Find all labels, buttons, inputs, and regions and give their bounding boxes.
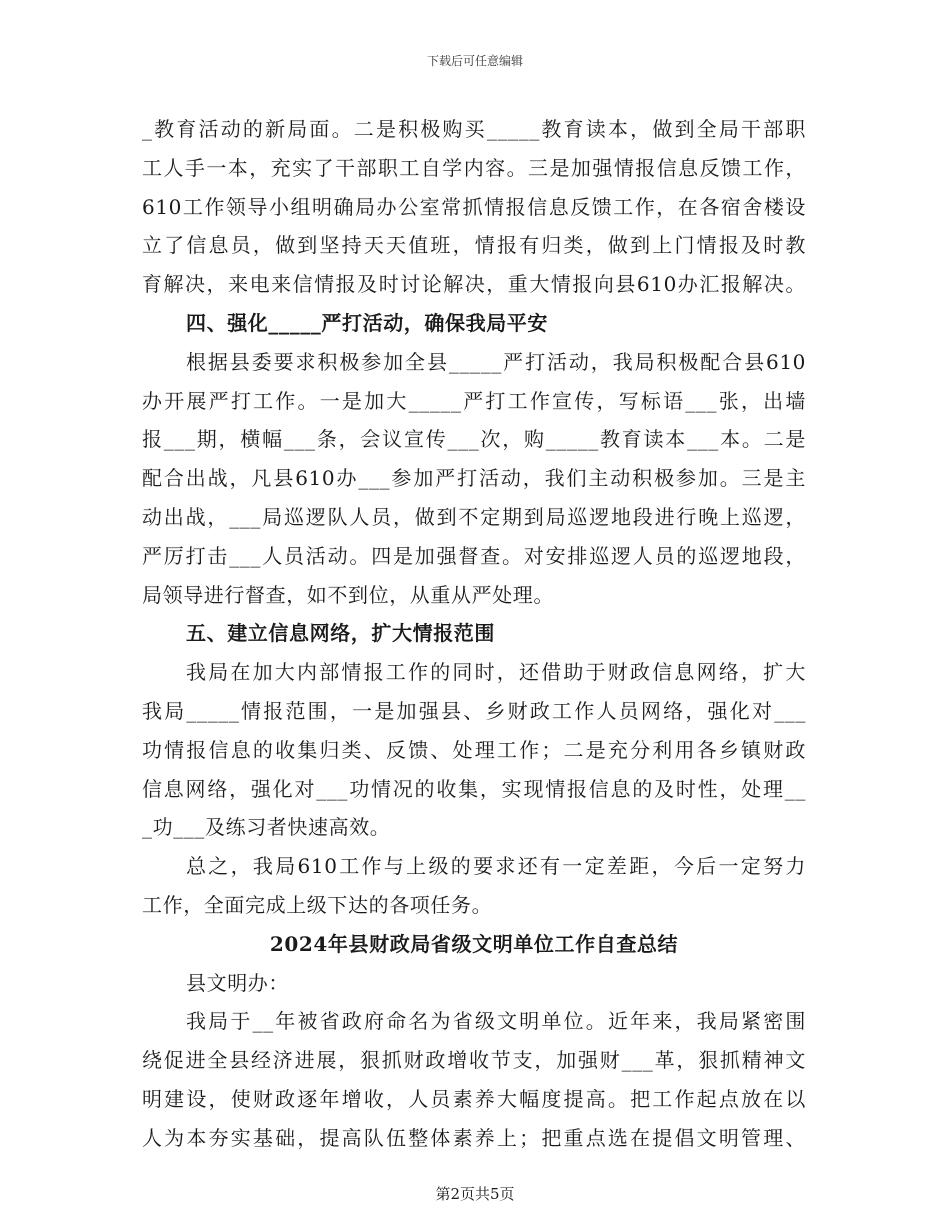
paragraph-line: 我局在加大内部情报工作的同时，还借助于财政信息网络，扩大: [186, 660, 806, 685]
paragraph-line: 根据县委要求积极参加全县_____严打活动，我局积极配合县610: [186, 349, 806, 374]
paragraph-line: 我局_____情报范围，一是加强县、乡财政工作人员网络，强化对___: [142, 698, 806, 723]
paragraph-line: _教育活动的新局面。二是积极购买_____教育读本，做到全局干部职: [142, 117, 806, 141]
paragraph-line: 严厉打击___人员活动。四是加强督查。对安排巡逻人员的巡逻地段，: [142, 543, 806, 568]
paragraph-line: 工作，全面完成上级下达的各项任务。: [142, 892, 493, 917]
paragraph-line: 610工作领导小组明确局办公室常抓情报信息反馈工作，在各宿舍楼设: [142, 194, 806, 219]
document-body: [142, 110, 806, 1158]
paragraph-line: 立了信息员，做到坚持天天值班，情报有归类，做到上门情报及时教: [142, 233, 806, 258]
paragraph-line: _功___及练习者快速高效。: [142, 815, 391, 840]
paragraph-line: 功情报信息的收集归类、反馈、处理工作；二是充分利用各乡镇财政: [142, 737, 806, 762]
paragraph-line: 人为本夯实基础，提高队伍整体素养上；把重点选在提倡文明管理、: [142, 1125, 806, 1150]
document-title: 2024年县财政局省级文明单位工作自查总结: [269, 931, 679, 956]
paragraph-line: 绕促进全县经济进展，狠抓财政增收节支，加强财___革，狠抓精神文: [142, 1048, 806, 1073]
paragraph-line: 工人手一本，充实了干部职工自学内容。三是加强情报信息反馈工作，: [142, 155, 806, 180]
section-heading-four: 四、强化_____严打活动，确保我局平安: [186, 310, 548, 335]
paragraph-line: 信息网络，强化对___功情况的收集，实现情报信息的及时性，处理__: [142, 776, 806, 801]
page-header: 下载后可任意编辑: [426, 54, 523, 68]
paragraph-line: 我局于__年被省政府命名为省级文明单位。近年来，我局紧密围: [186, 1009, 806, 1034]
paragraph-line: 报___期，横幅___条，会议宣传___次，购_____教育读本___本。二是: [142, 427, 806, 452]
paragraph-line: 动出战，___局巡逻队人员，做到不定期到局巡逻地段进行晚上巡逻，: [142, 504, 806, 529]
paragraph-line: 配合出战，凡县610办___参加严打活动，我们主动积极参加。三是主: [142, 466, 806, 491]
salutation: 县文明办：: [186, 970, 289, 995]
paragraph-line: 明建设，使财政逐年增收，人员素养大幅度提高。把工作起点放在以: [142, 1086, 806, 1111]
page-number: 第2页共5页: [435, 1185, 515, 1203]
paragraph-line: 总之，我局610工作与上级的要求还有一定差距，今后一定努力: [186, 854, 806, 879]
paragraph-line: 育解决，来电来信情报及时讨论解决，重大情报向县610办汇报解决。: [142, 272, 806, 297]
paragraph-line: 局领导进行督查，如不到位，从重从严处理。: [142, 582, 554, 607]
paragraph-line: 办开展严打工作。一是加大_____严打工作宣传，写标语___张，出墙: [142, 388, 806, 413]
section-heading-five: 五、建立信息网络，扩大情报范围: [186, 621, 495, 646]
